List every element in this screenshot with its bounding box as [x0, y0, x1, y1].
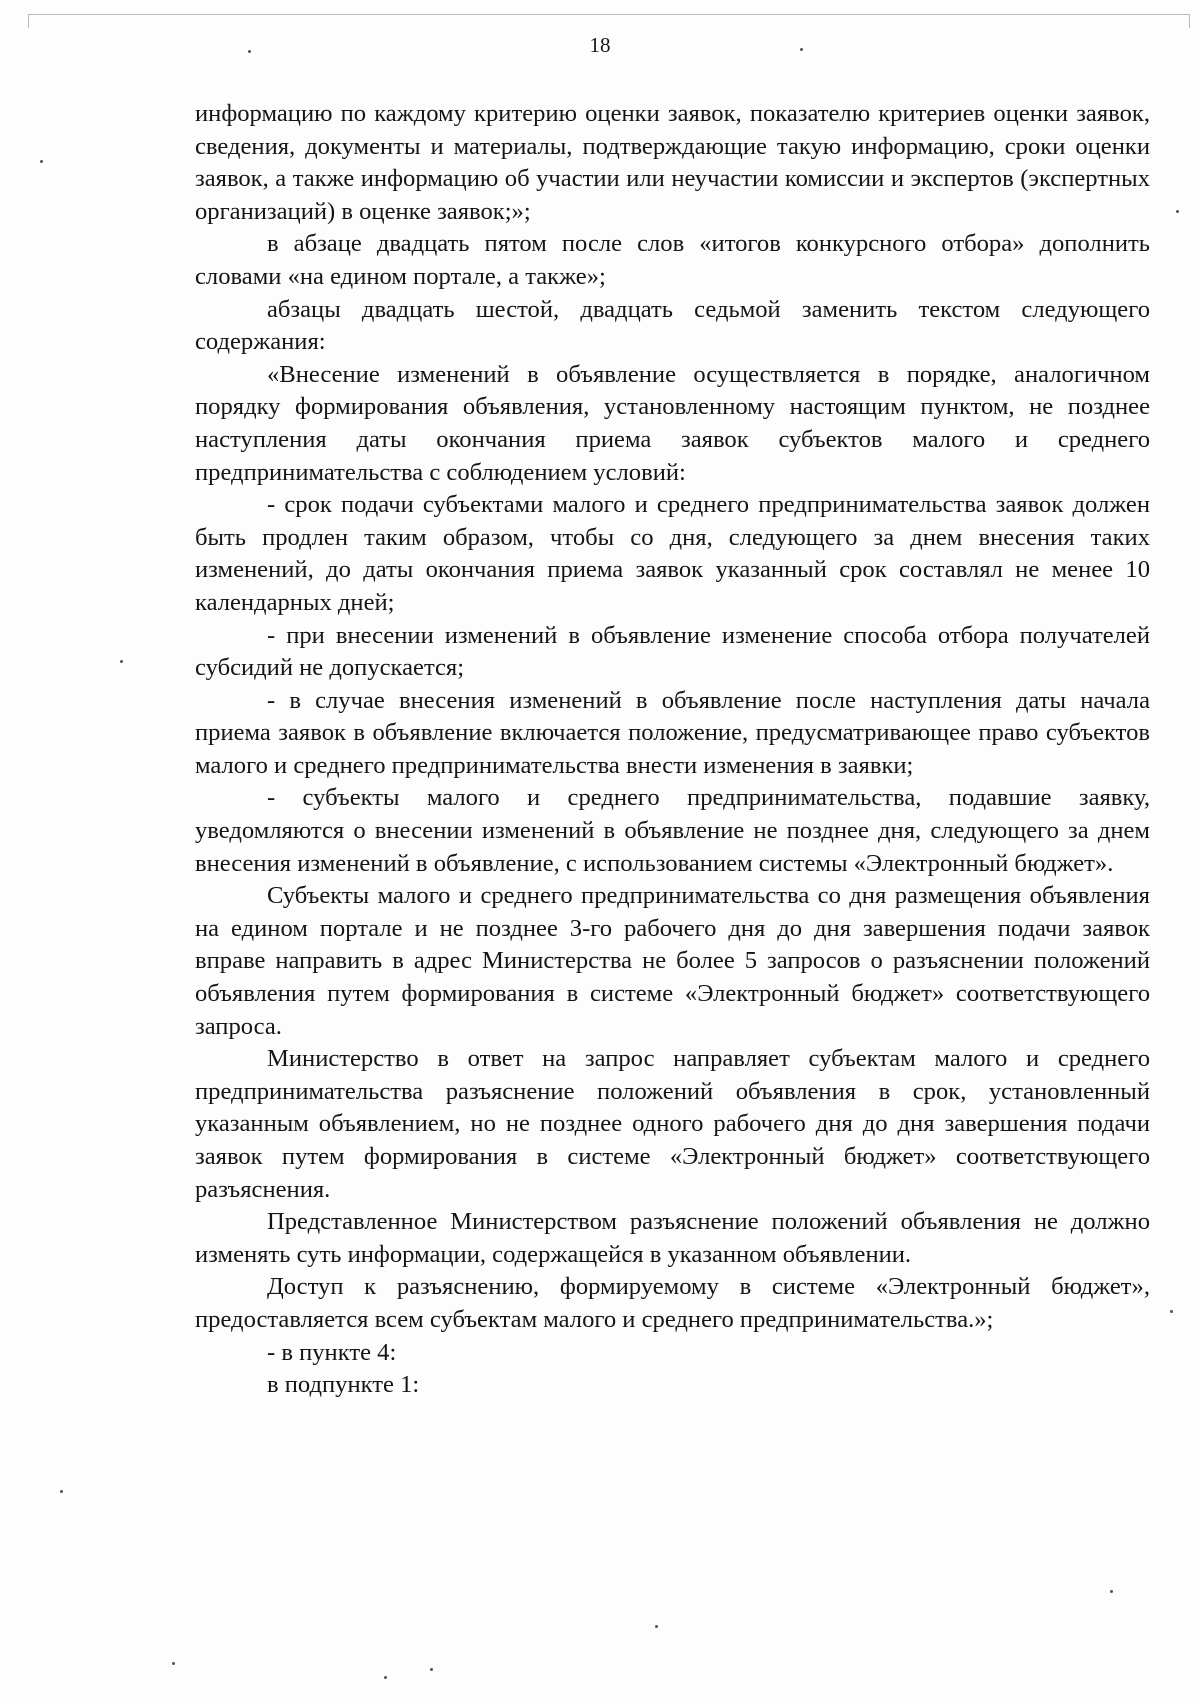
scan-border-top: [28, 14, 1190, 15]
scan-speck: [384, 1676, 387, 1679]
scan-speck: [1170, 1310, 1173, 1313]
scan-speck: [800, 48, 803, 51]
scan-speck: [40, 160, 43, 163]
scan-speck: [1176, 210, 1179, 213]
scan-speck: [120, 660, 123, 663]
scan-speck: [248, 50, 251, 53]
scan-border-left: [28, 14, 29, 28]
document-body: [195, 98, 1150, 1402]
paragraph: в абзаце двадцать пятом после слов «итогов конкурсного отбора» дополнить словами «на едином портале, а также»;: [195, 230, 1150, 290]
scan-speck: [655, 1625, 658, 1628]
scan-speck: [430, 1668, 433, 1671]
list-item: - в случае внесения изменений в объявление после наступления даты начала приема заявок в объявление включается положение, предусматривающее право субъектов малого и среднего предпринимательства внести изменения в заявки;: [195, 686, 1150, 779]
page-number: 18: [589, 33, 611, 57]
paragraph: Субъекты малого и среднего предпринимательства со дня размещения объявления на едином портале и не позднее 3-го рабочего дня до дня завершения подачи заявок вправе направить в адрес Министерства не более 5 запросов о разъяснении положений объявления путем формирования в системе «Электронный бюджет» соответствующего запроса.: [195, 882, 1150, 1040]
paragraph: Министерство в ответ на запрос направляет субъектам малого и среднего предпринимательства разъяснение положений объявления в срок, установленный указанным объявлением, но не позднее одного рабочего дня до дня завершения подачи заявок путем формирования в системе «Электронный бюджет» соответствующего разъяснения.: [195, 1045, 1150, 1203]
closing-line: в подпункте 1:: [267, 1371, 420, 1399]
paragraph: абзацы двадцать шестой, двадцать седьмой заменить текстом следующего содержания:: [195, 295, 1150, 356]
closing-line: - в пункте 4:: [267, 1338, 397, 1366]
scan-speck: [1110, 1590, 1113, 1593]
paragraph: «Внесение изменений в объявление осуществляется в порядке, аналогичном порядку формирования объявления, установленному настоящим пунктом, не позднее наступления даты окончания приема заявок субъектов малого и среднего предпринимательства с соблюдением условий:: [195, 360, 1150, 486]
scan-speck: [60, 1490, 63, 1493]
scan-border-right: [1189, 14, 1190, 28]
closing-lines: [195, 1337, 1150, 1402]
list-item: - субъекты малого и среднего предпринимательства, подавшие заявку, уведомляются о внесении изменений в объявление не позднее дня, следующего за днем внесения изменений в объявление, с использованием системы «Электронный бюджет».: [195, 784, 1150, 877]
paragraph: информацию по каждому критерию оценки заявок, показателю критериев оценки заявок, сведения, документы и материалы, подтверждающие такую информацию, сроки оценки заявок, а также информацию об участии или неучастии комиссии и экспертов (экспертных организаций) в оценке заявок;»;: [195, 100, 1150, 225]
scan-speck: [172, 1662, 175, 1665]
paragraph: Представленное Министерством разъяснение положений объявления не должно изменять суть информации, содержащейся в указанном объявлении.: [195, 1208, 1150, 1268]
list-item: - срок подачи субъектами малого и среднего предпринимательства заявок должен быть продлен таким образом, чтобы со дня, следующего за днем внесения таких изменений, до даты окончания приема заявок указанный срок составлял не менее 10 календарных дней;: [195, 491, 1150, 616]
list-item: - при внесении изменений в объявление изменение способа отбора получателей субсидий не допускается;: [195, 621, 1150, 682]
paragraph: Доступ к разъяснению, формируемому в системе «Электронный бюджет», предоставляется всем субъектам малого и среднего предпринимательства.»;: [195, 1273, 1150, 1333]
